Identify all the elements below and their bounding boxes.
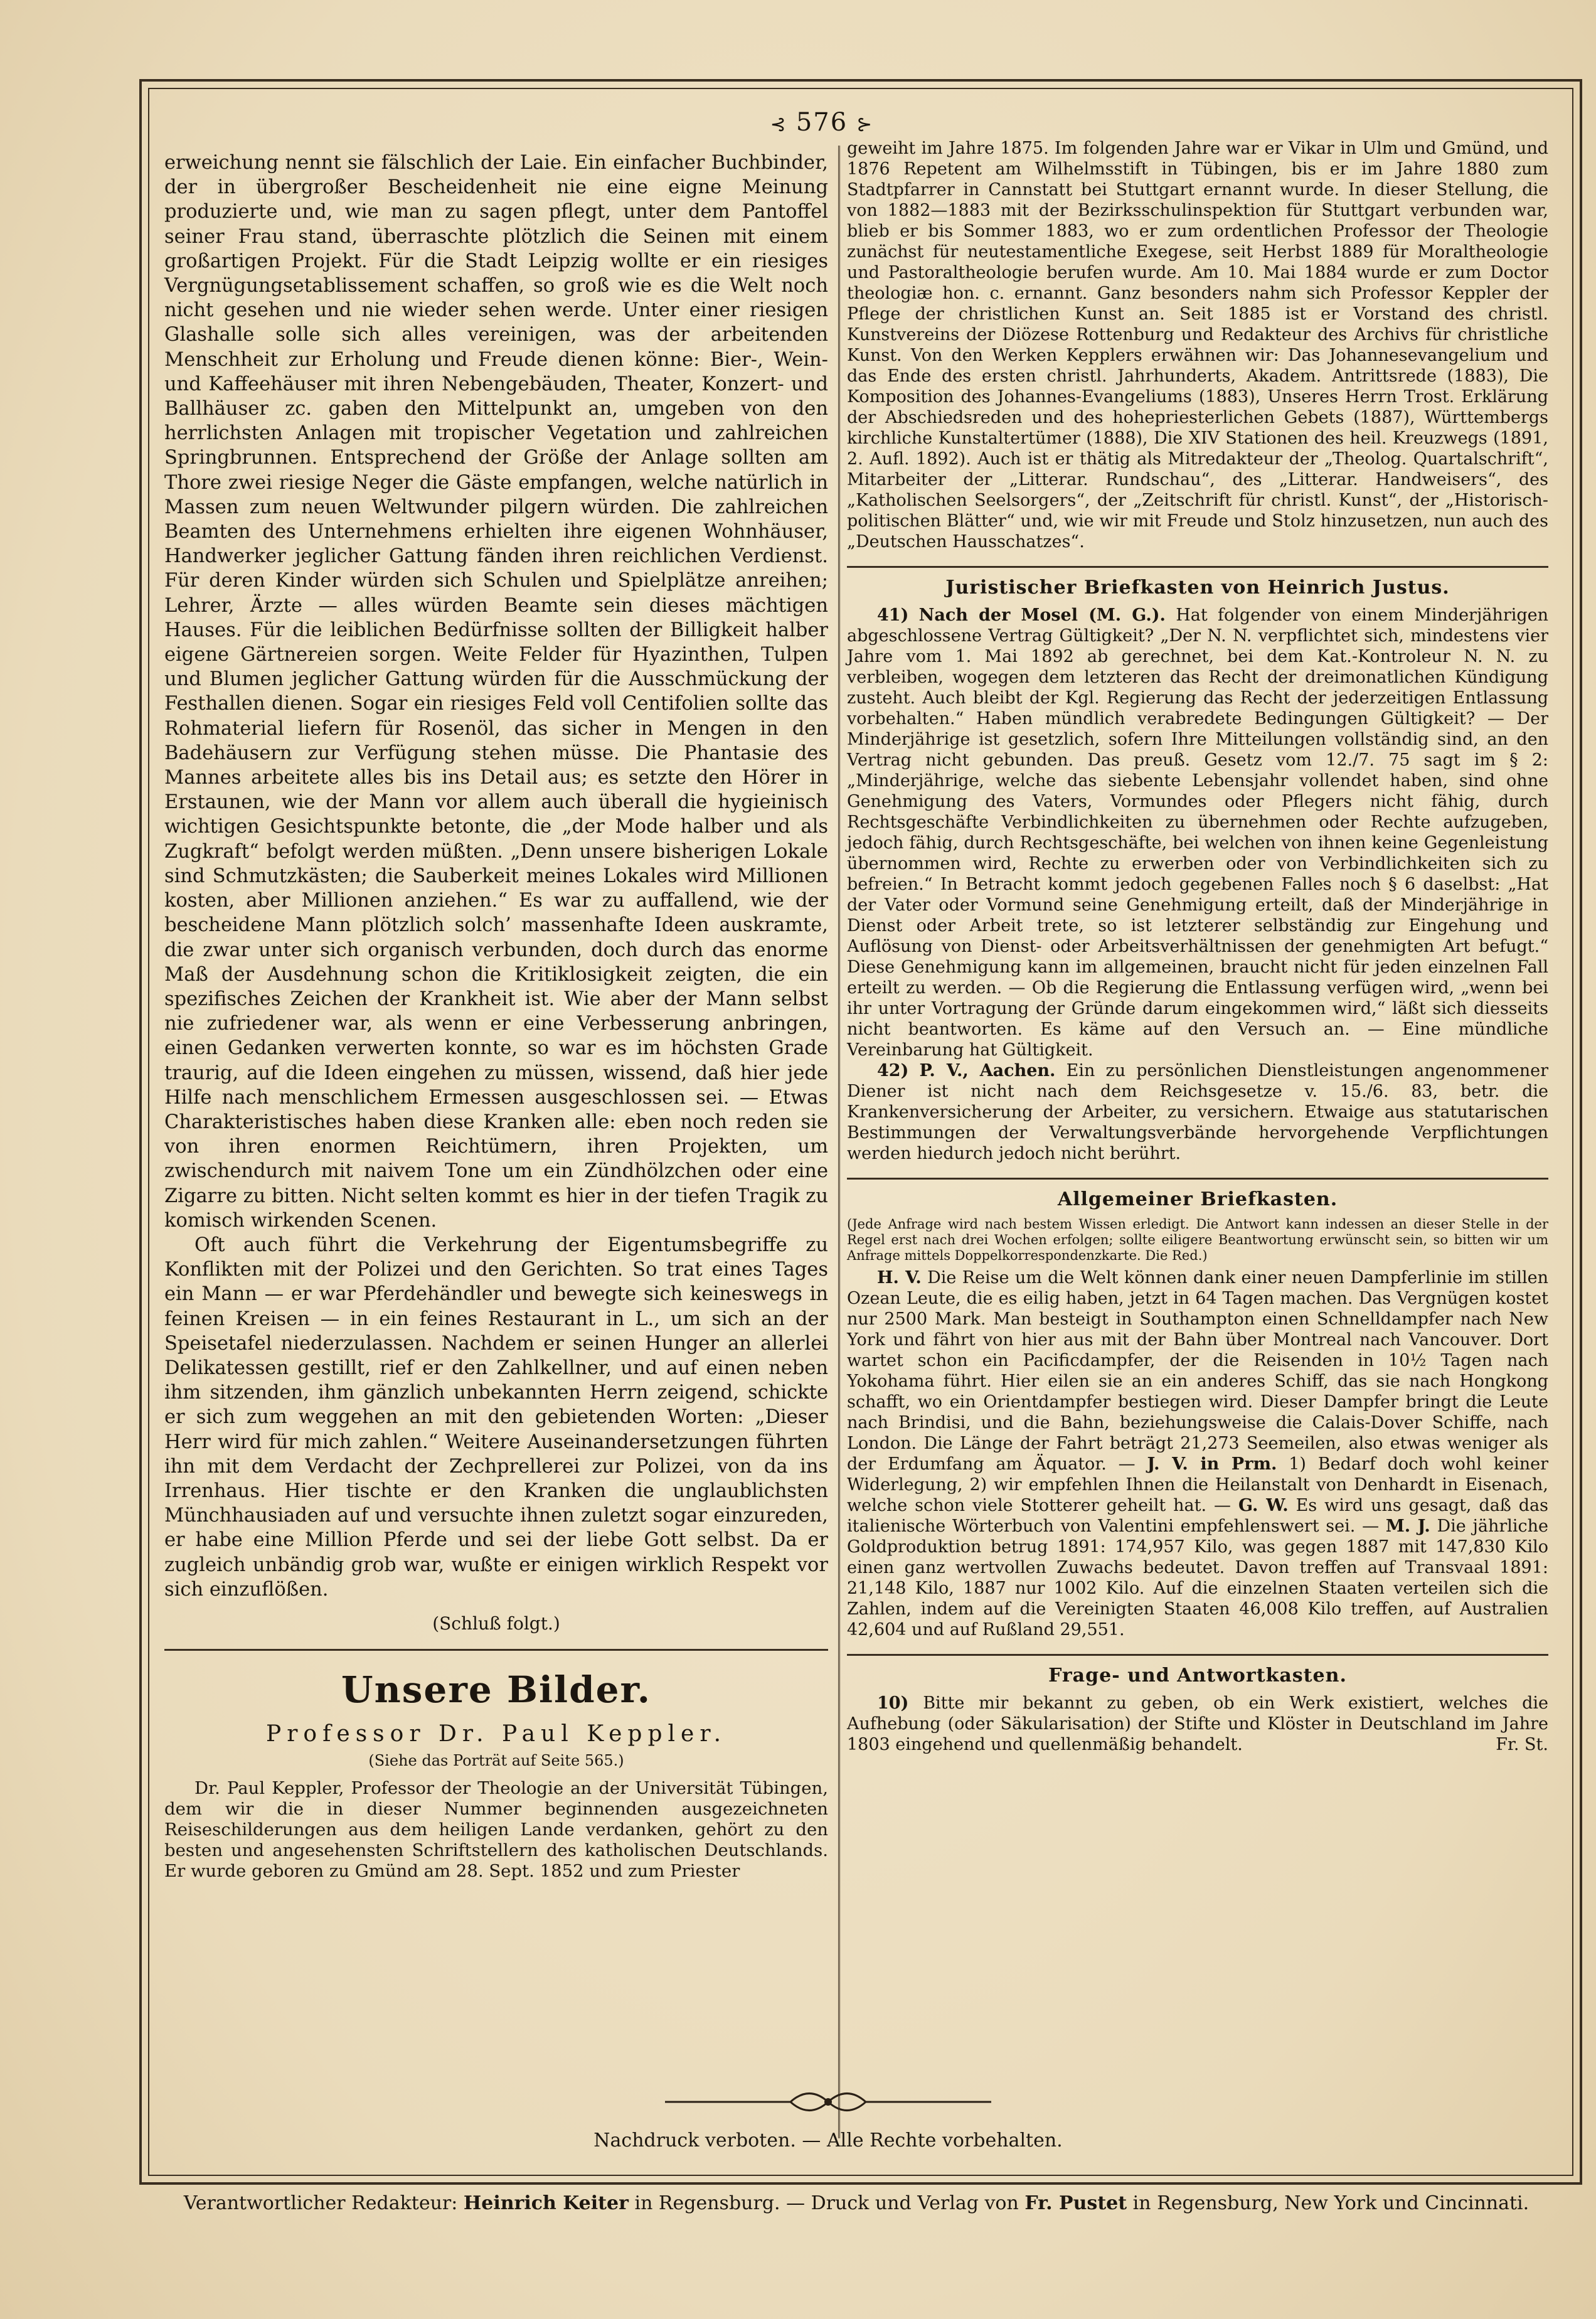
item-text: Ein zu persönlichen Dienstleistungen angenommener Diener ist nicht nach dem Reichsgesetze v. 15./6. 83, betr. die Krankenversicherung der Arbeiter, zu versichern. Etwaige aus statutarischen Bestimmungen der Verwaltungsverbände hervorgehende Verpflichtungen werden hiedurch jedoch nicht berührt. (847, 1061, 1548, 1163)
item-number: 42) (877, 1061, 909, 1080)
item-number: 41) (877, 605, 909, 625)
signature: Fr. St. (1496, 1735, 1548, 1754)
section-subtitle: Professor Dr. Paul Keppler. (265, 1720, 727, 1747)
biography-text (164, 1778, 828, 1882)
question-box-heading: Frage- und Antwortkasten. (1048, 1665, 1347, 1687)
page-number-text: 576 (795, 108, 848, 137)
general-mailbox-heading: Allgemeiner Briefkasten. (1057, 1188, 1338, 1210)
portrait-reference: (Siehe das Porträt auf Seite 565.) (368, 1751, 624, 1769)
page-number (747, 108, 897, 137)
item-number: 10) (877, 1693, 909, 1713)
ornament-left-icon: ⊰ (770, 114, 787, 136)
item-text: Die Reise um die Welt können dank einer neuen Dampferlinie im stillen Ozean Leute, die es eilig haben, jetzt in 64 Tagen machen. Das Vergnügen kostet nur 2500 Mark. Man besteigt in Southampton einen Schnelldampfer nach New York und fährt von hier aus mit der Bahn über Montreal nach Vancouver. Dort wartet schon ein Pacificdampfer, der die Reisenden in 10½ Tagen nach Yokohama führt. Hier eilen sie an ein anderes Schiff, das sie nach Hongkong schafft, wo ein Orientdampfer bestiegen wird. Dieser Dampfer bringt die Leute nach Brindisi, und die Bahn, beziehungsweise die Calais-Dover Schiffe, nach London. Die Länge der Fahrt beträgt 21,273 Seemeilen, also etwas weniger als der Erdumfang am Äquator. — (847, 1268, 1548, 1474)
imprint-suffix: in Regensburg, New York und Cincinnati. (1132, 2192, 1530, 2214)
publisher-name: Fr. Pustet (1024, 2192, 1127, 2214)
item-title: H. V. (877, 1268, 922, 1287)
question-box (847, 1693, 1548, 1755)
imprint-middle: in Regensburg. — Druck und Verlag von (634, 2192, 1019, 2214)
item-title: M. J. (1385, 1517, 1430, 1536)
item-text: 1) Bedarf doch wohl keiner Widerlegung, 2) wir empfehlen Ihnen die Heilanstalt von Denhardt in Eisenach, welche schon viele Stotterer geheilt hat. — (847, 1454, 1548, 1515)
imprint-footer (163, 2192, 1550, 2214)
left-column (164, 151, 828, 1882)
item-text: Es wird uns gesagt, daß das italienische Wörterbuch von Valentini empfehlenswert sei. — (847, 1496, 1548, 1536)
article-continuation (164, 151, 828, 1602)
item-title: P. V., Aachen. (919, 1061, 1056, 1080)
column-divider (838, 146, 840, 2138)
juristic-mailbox-heading: Juristischer Briefkasten von Heinrich Justus. (945, 577, 1450, 599)
copyright-notice: Nachdruck verboten. — Alle Rechte vorbehalten. (593, 2130, 1063, 2151)
juristic-mailbox (847, 605, 1548, 1164)
item-text: Hat folgender von einem Minderjährigen abgeschlossene Vertrag Gültigkeit? „Der N. N. verpflichtet sich, mindestens vier Jahre vom 1. Mai 1892 ab gerechnet, bei dem Kat.-Kontroleur N. N. zu verbleiben, wogegen dem letzteren das Recht der dreimonatlichen Kündigung zusteht. Auch bleibt der Kgl. Regierung das Recht der jederzeitigen Entlassung vorbehalten.“ Haben mündlich verabredete Bedingungen Gültigkeit? — Der Minderjährige ist gesetzlich, sofern Ihre Mitteilungen vollständig sind, an den Vertrag nicht gebunden. Das preuß. Gesetz vom 12./7. 75 sagt im § 2: „Minderjährige, welche das siebente Lebensjahr vollendet haben, sind ohne Genehmigung des Vaters, Vormundes oder Pflegers nicht fähig, durch Rechtsgeschäfte Verbindlichkeiten zu übernehmen oder Rechte aufzugeben, jedoch fähig, durch Rechtsgeschäfte, bei welchen von ihnen keine Gegenleistung übernommen wird, Rechte zu erwerben oder von Verbindlichkeiten sich zu befreien.“ In Betracht kommt jedoch gegebenen Falles noch § 6 daselbst: „Hat der Vater oder Vormund seine Genehmigung erteilt, daß der Minderjährige in Dienst oder Arbeit trete, so ist letzterer selbständig zur Eingehung und Auflösung von Dienst- oder Arbeitsverhältnissen der genehmigten Art befugt.“ Diese Genehmigung kann im allgemeinen, braucht nicht für jeden einzelnen Fall erteilt zu werden. — Ob die Regierung die Entlassung verfügen wird, „wenn bei ihr unter Vortragung der Gründe darum eingekommen wird,“ läßt sich diesseits nicht beantworten. Es käme auf den Versuch an. — Eine mündliche Vereinbarung hat Gültigkeit. (847, 605, 1549, 1060)
editorial-note: (Jede Anfrage wird nach bestem Wissen erledigt. Die Antwort kann indessen an dieser Stelle in der Regel erst nach drei Wochen erfolgen; sollte eiligere Beantwortung erwünscht sein, so bitten wir um Anfrage mittels Doppelkorrespondenzkarte. Die Red.) (847, 1217, 1548, 1263)
item-title: G. W. (1238, 1496, 1289, 1515)
mailbox-item-42 (847, 1060, 1548, 1164)
ornament-right-icon: ⊱ (856, 114, 874, 136)
continued-note: (Schluß folgt.) (432, 1613, 560, 1634)
mailbox-answers (847, 1267, 1548, 1640)
biography-paragraph: geweiht im Jahre 1875. Im folgenden Jahre war er Vikar in Ulm und Gmünd, und 1876 Repetent am Wilhelmsstift in Tübingen, bis er im Jahre 1880 zum Stadtpfarrer in Cannstatt bei Stuttgart ernannt wurde. In dieser Stellung, die von 1882—1883 mit der Bezirksschulinspektion für Stuttgart verbunden war, blieb er bis Sommer 1883, wo er zum ordentlichen Professor der Theologie zunächst für neutestamentliche Exegese, seit Herbst 1889 für Moraltheologie und Pastoraltheologie berufen wurde. Am 10. Mai 1884 wurde er zum Doctor theologiæ hon. c. ernannt. Ganz besonders nahm sich Professor Keppler der Pflege der christlichen Kunst an. Seit 1885 ist er Vorstand des christl. Kunstvereins der Diözese Rottenburg und Redakteur des Archivs für christliche Kunst. Von den Werken Kepplers erwähnen wir: Das Johannesevangelium und das Ende des ersten christl. Jahrhunderts, Akadem. Antrittsrede (1883), Die Komposition des Johannes-Evangeliums (1883), Unseres Herrn Trost. Erklärung der Abschiedsreden und des hohepriesterlichen Gebets (1887), Württembergs kirchliche Kunstaltertümer (1888), Die XIV Stationen des heil. Kreuzwegs (1891, 2. Aufl. 1892). Auch ist er thätig als Mitredakteur der „Theolog. Quartalschrift“, Mitarbeiter der „Litterar. Rundschau“, des „Litterar. Handweisers“, des „Katholischen Seelsorgers“, der „Zeitschrift für christl. Kunst“, der „Historisch-politischen Blätter“ und, wie wir mit Freude und Stolz hinzusetzen, nun auch des „Deutschen Hausschatzes“. (847, 139, 1548, 552)
item-text: Bitte mir bekannt zu geben, ob ein Werk existiert, welches die Aufhebung (oder Säkularisation) der Stifte und Klöster in Deutschland im Jahre 1803 eingehend und quellenmäßig behandelt. (847, 1693, 1548, 1754)
section-divider (847, 1654, 1548, 1656)
biography-paragraph: Dr. Paul Keppler, Professor der Theologie an der Universität Tübingen, dem wir die in dieser Nummer beginnenden ausgezeichneten Reiseschilderungen aus dem heiligen Lande verdanken, gehört zu den besten und angesehensten Schriftstellern des katholischen Deutschlands. Er wurde geboren zu Gmünd am 28. Sept. 1852 und zum Priester (164, 1778, 828, 1881)
biography-continuation (847, 138, 1548, 552)
ornament-divider-icon (665, 2088, 991, 2116)
general-mailbox (847, 1267, 1548, 1640)
section-divider (847, 1178, 1548, 1180)
section-divider (164, 1649, 828, 1651)
item-title: J. V. in Prm. (1147, 1454, 1277, 1474)
section-title: Unsere Bilder. (341, 1668, 651, 1711)
section-divider (847, 566, 1548, 568)
article-paragraph: Oft auch führt die Verkehrung der Eigentumsbegriffe zu Konflikten mit der Polizei und den Gerichten. So trat eines Tages ein Mann — er war Pferdehändler und bewegte sich keineswegs in feinen Kreisen — in ein feines Restaurant in L., um sich an der Speisetafel niederzulassen. Nachdem er seinen Hunger an allerlei Delikatessen gestillt, rief er den Zahlkellner, und auf einen neben ihm sitzenden, ihm gänzlich unbekannten Herrn zeigend, schickte er sich zum weggehen an mit den gebietenden Worten: „Dieser Herr wird für mich zahlen.“ Weitere Auseinandersetzungen führten ihn mit dem Verdacht der Zechprellerei zur Polizei, von da ins Irrenhaus. Hier tischte er den Kranken die unglaublichsten Münchhausiaden auf und versuchte ihnen zuletzt sogar einzureden, er habe eine Million Pferde und sei der liebe Gott selbst. Da er zugleich unbändig grob war, wußte er einigen wirklich Respekt vor sich einzuflößen. (164, 1234, 828, 1601)
item-title: Nach der Mosel (M. G.). (918, 605, 1166, 625)
editor-name: Heinrich Keiter (463, 2192, 629, 2214)
item-text: Die jährliche Goldproduktion betrug 1891: 174,957 Kilo, was gegen 1887 mit 147,830 Kilo einen ganz wertvollen Zuwachs bedeutet. Davon treffen auf Transvaal 1891: 21,148 Kilo, 1887 nur 1002 Kilo. Auf die einzelnen Staaten verteilen sich die Zahlen, indem auf die Vereinigten Staaten 46,008 Kilo treffen, auf Australien 42,604 und auf Rußland 29,551. (847, 1517, 1548, 1639)
right-column (847, 138, 1548, 1755)
mailbox-item-41 (847, 605, 1548, 1060)
question-item (847, 1693, 1548, 1755)
imprint-prefix: Verantwortlicher Redakteur: (183, 2192, 458, 2214)
article-paragraph: erweichung nennt sie fälschlich der Laie. Ein einfacher Buchbinder, der in übergroßer Bescheidenheit nie eine eigne Meinung produzierte und, wie man zu sagen pflegt, unter dem Pantoffel seiner Frau stand, überraschte plötzlich die Seinen mit einem großartigen Projekt. Für die Stadt Leipzig wollte er ein riesiges Vergnügungsetablissement schaffen, so groß wie es die Welt noch nicht gesehen und nie wieder sehen werde. Unter einer riesigen Glashalle solle sich alles vereinigen, was der arbeitenden Menschheit zur Erholung und Freude dienen könne: Bier-, Wein- und Kaffeehäuser mit ihren Nebengebäuden, Theater, Konzert- und Ballhäuser zc. gaben den Mittelpunkt an, umgeben von den herrlichsten Anlagen mit tropischer Vegetation und zahlreichen Springbrunnen. Entsprechend der Größe der Anlage sollten am Thore zwei riesige Neger die Gäste empfangen, welche natürlich in Massen zum neuen Weltwunder pilgern würden. Die zahlreichen Beamten des Unternehmens erhielten ihre eigenen Wohnhäuser, Handwerker jeglicher Gattung fänden ihren reichlichen Verdienst. Für deren Kinder würden sich Schulen und Spielplätze anreihen; Lehrer, Ärzte — alles würden Beamte sein dieses mächtigen Hauses. Für die leiblichen Bedürfnisse sollten der Billigkeit halber eigene Gärtnereien sorgen. Weite Felder für Hyazinthen, Tulpen und Blumen jeglicher Gattung würden für die Ausschmückung der Festhallen dienen. Sogar ein riesiges Feld voll Centifolien sollte das Rohmaterial liefern für Rosenöl, das sicher in Mengen in den Badehäusern zur Verfügung stehen müsse. Die Phantasie des Mannes arbeitete alles bis ins Detail aus; es setzte den Hörer in Erstaunen, wie der Mann vor allem auch überall die hygieinisch wichtigen Gesichtspunkte betonte, die „der Mode halber und als Zugkraft“ befolgt werden müßten. „Denn unsere bisherigen Lokale sind Schmutzkästen; die Sauberkeit meines Lokales wird Millionen kosten, aber Millionen anziehen.“ Es war zu auffallend, wie der bescheidene Mann plötzlich solch’ massenhafte Ideen auskramte, die zwar unter sich organisch verbunden, doch durch das enorme Maß der Ausdehnung schon die Kritiklosigkeit zeigten, die ein spezifisches Zeichen der Krankheit ist. Wie aber der Mann selbst nie zufriedener war, als wenn er eine Verbesserung anbringen, einen Gedanken verwerten konnte, so war es im höchsten Grade traurig, auf die Ideen eingehen zu müssen, wissend, daß hier jede Hilfe nach menschlichem Ermessen ausgeschlossen sei. — Etwas Charakteristisches haben diese Kranken alle: eben noch reden sie von ihren enormen Reichtümern, ihren Projekten, um zwischendurch mit naivem Tone um ein Zündhölzchen oder eine Zigarre zu bitten. Nicht selten kommt es hier in der tiefen Tragik zu komisch wirkenden Scenen. (164, 152, 828, 1232)
